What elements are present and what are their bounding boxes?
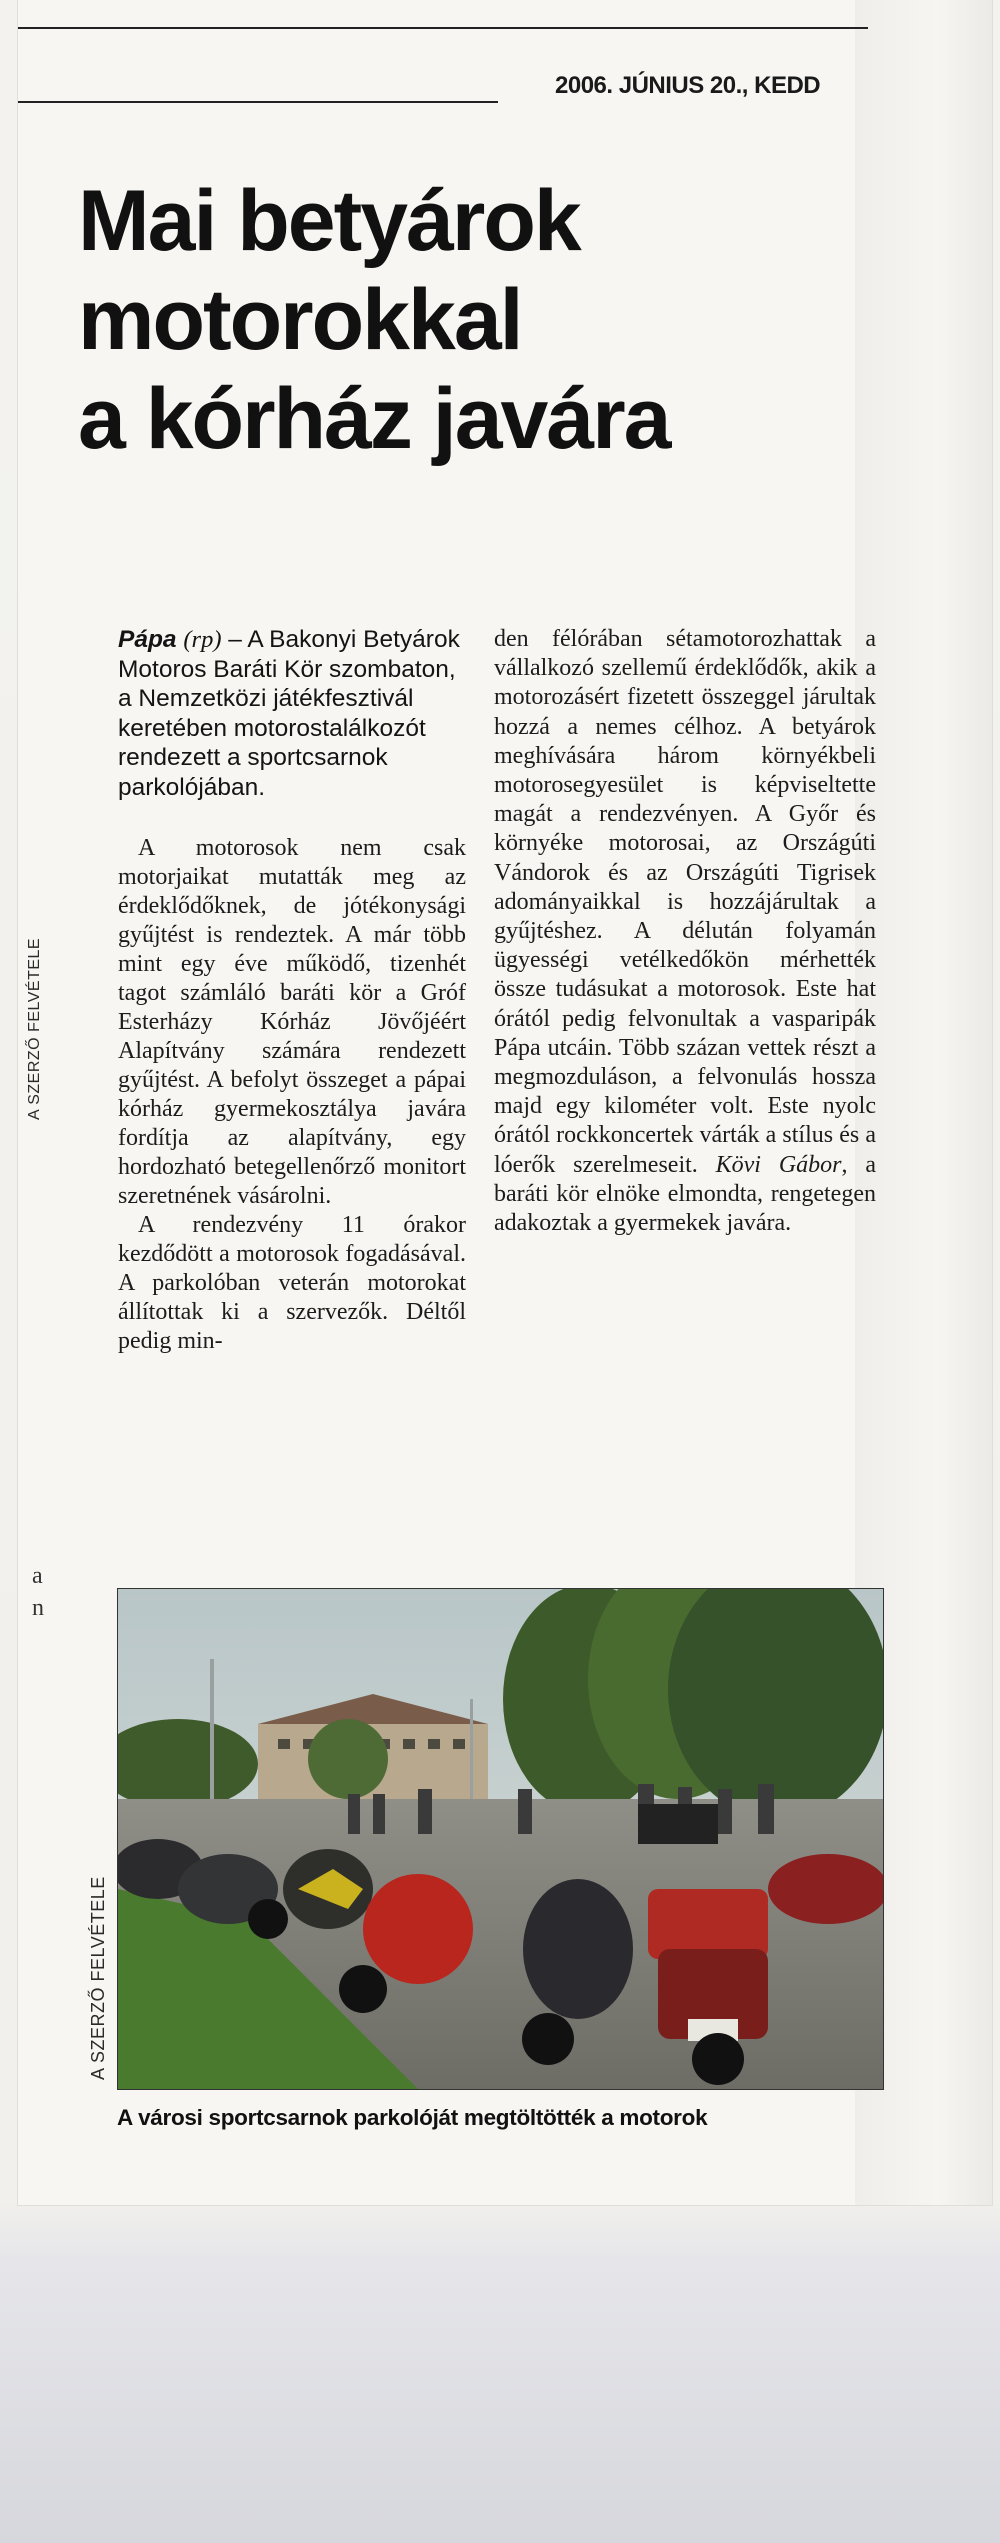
body-paragraph-1: A motorosok nem csak motorjaikat mutatták meg az érdeklődőknek, de jótékonysági gyűjtést is rendeztek. A már több mint egy éve működő, tizenhét tagot számláló baráti kör a Gróf Esterházy Kórház Jövőjéért Alapítvány számára rendezett gyűjtést. A befolyt összeget a pápai kórház gyermekosztálya javára fordítja az alapítvány, egy hordozható betegellenőrző monitort szeretnének vásárolni. [118,835,466,1209]
article-column-right [494,625,876,1238]
lead-paragraph [118,625,466,802]
side-photo-credit: A SZERZŐ FELVÉTELE [88,1876,108,2080]
headline [78,172,878,469]
lead-text: – A Bakonyi Betyárok Motoros Baráti Kör szombaton, a Nemzetközi játékfesztivál keretében motorostalálkozót rendezett a sportcsarnok parkolójában. [118,626,460,801]
closing-text: , a baráti kör elnöke elmondta, rengetegen adakoztak a gyermekek javára. [494,1151,877,1237]
dateline-source: (rp) [183,626,222,653]
date-rule [18,101,498,103]
margin-marks [32,1560,44,1624]
issue-date: 2006. JÚNIUS 20., KEDD [555,72,821,99]
parking-lot-photo-illustration [118,1589,883,2089]
body-paragraph-3 [494,625,876,1238]
headline-line-2: motorokkal [78,272,522,368]
top-rule [18,27,868,29]
body-paragraph-3-text: den félórában sétamotorozhattak a vállalkozó szellemű érdeklődők, akik a motorozásért fizetett összeggel járultak hozzá a nemes célhoz. A betyárok meghívására három környékbeli motorosegyesület is képviseltette magát a rendezvényen. A Győr és környéke motorosai, az Országúti Vándorok és az Országúti Tigrisek adományaikkal is hozzájárultak a gyűjtéshez. A délután folyamán ügyességi vetélkedőkön mérhették össze tudásukat a motorosok. Este hat órától pedig felvonultak a vasparipák Pápa utcáin. Több százan vettek részt a megmozduláson, a felvonulás hossza majd egy kilométer volt. Este nyolc órától rockkoncertek várták a stílus és a lóerők szerelmeseit. [494,626,876,1178]
article-column-left [118,625,466,1356]
margin-mark: n [32,1595,44,1621]
headline-line-1: Mai betyárok [78,173,580,269]
photo-caption: A városi sportcsarnok parkolóját megtöltötték a motorok [117,2105,708,2130]
body-paragraph-2: A rendezvény 11 órakor kezdődött a motorosok fogadásával. A parkolóban veterán motorokat állítottak ki a szervezők. Déltől pedig min- [118,1212,466,1354]
event-photo [117,1588,884,2090]
dateline-place: Pápa [118,626,177,653]
margin-mark: a [32,1563,43,1589]
quoted-person-name: Kövi Gábor [715,1151,842,1178]
side-photo-credit-top: A SZERZŐ FELVÉTELE [26,937,43,1120]
headline-line-3: a kórház javára [78,371,670,467]
